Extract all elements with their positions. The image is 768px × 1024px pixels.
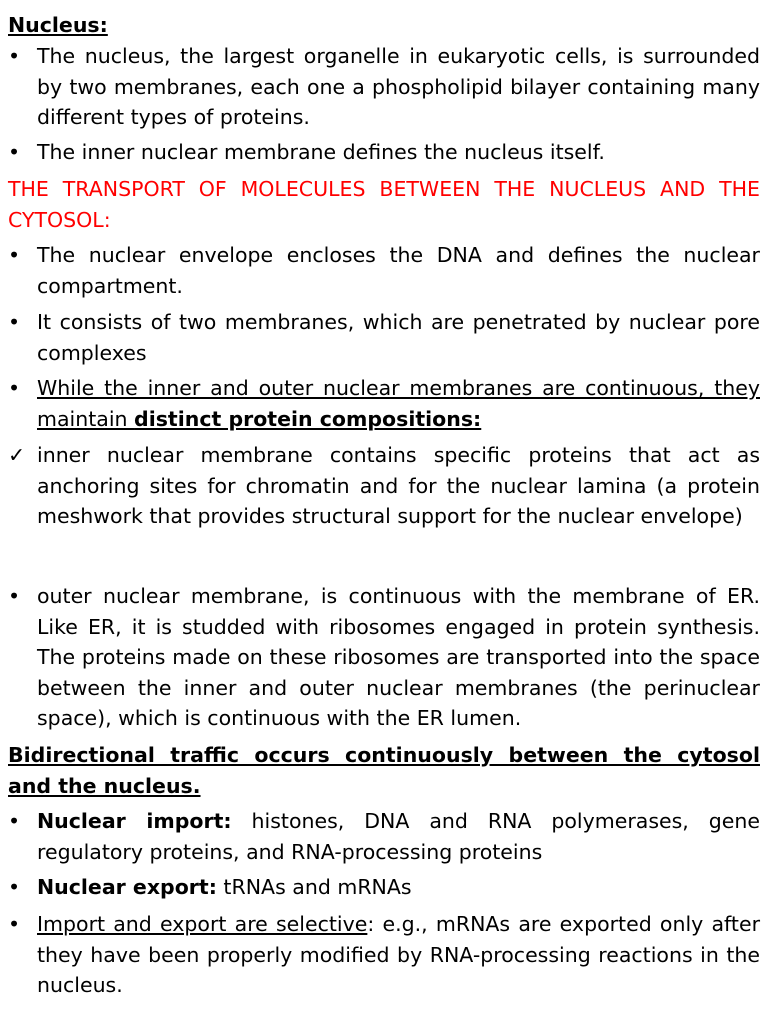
bullet-text: The inner nuclear membrane defines the nucleus itself. — [37, 140, 605, 164]
bullet-text — [37, 806, 760, 867]
bullet-text: The nuclear envelope encloses the DNA and defines the nuclear compartment. — [37, 243, 760, 298]
bullet-icon — [8, 41, 28, 72]
bullet-icon — [8, 872, 28, 903]
bullet-text — [37, 872, 760, 903]
bullet-text — [37, 373, 760, 434]
section-title-nucleus: Nucleus: — [8, 13, 108, 37]
nuclear-import-label: Nuclear import: — [37, 809, 232, 833]
bullet-icon — [8, 307, 28, 338]
selective-text: : e.g., mRNAs are exported only after they have been properly modified by RNA-processing reactions in the nucleus. — [37, 912, 760, 997]
checkmark-icon — [8, 440, 28, 471]
nuclear-export-label: Nuclear export: — [37, 875, 217, 899]
bullet-icon — [8, 909, 28, 940]
nuclear-import-text: histones, DNA and RNA polymerases, gene regulatory proteins, and RNA-processing proteins — [37, 809, 760, 864]
bullet-text — [37, 909, 760, 1001]
bullet-icon — [8, 806, 28, 837]
continuous-text: While the inner and outer nuclear membranes are continuous, they maintain — [37, 376, 760, 431]
traffic-heading: Bidirectional traffic occurs continuously between the cytosol and the nucleus. — [8, 743, 760, 798]
bullet-icon — [8, 581, 28, 612]
bullet-text: It consists of two membranes, which are penetrated by nuclear pore complexes — [37, 310, 760, 365]
nuclear-export-text: tRNAs and mRNAs — [216, 875, 412, 899]
transport-heading: THE TRANSPORT OF MOLECULES BETWEEN THE NUCLEUS AND THE CYTOSOL: — [8, 177, 760, 232]
bullet-icon — [8, 240, 28, 271]
selective-label: Import and export are selective — [37, 912, 368, 936]
bullet-icon — [8, 137, 28, 168]
bullet-icon — [8, 373, 28, 404]
bullet-text: outer nuclear membrane, is continuous with the membrane of ER. Like ER, it is studded with ribosomes engaged in protein synthesis. The proteins made on these ribosomes are transported into the space between the inner and outer nuclear membranes (the perinuclear space), which is continuous with the ER lumen. — [37, 584, 760, 730]
distinct-compositions-label: distinct protein compositions: — [134, 406, 482, 431]
bullet-text: The nucleus, the largest organelle in eukaryotic cells, is surrounded by two membranes, each one a phospholipid bilayer containing many different types of proteins. — [37, 44, 760, 129]
check-text: inner nuclear membrane contains specific proteins that act as anchoring sites for chromatin and for the nuclear lamina (a protein meshwork that provides structural support for the nuclear envelope) — [37, 443, 760, 528]
